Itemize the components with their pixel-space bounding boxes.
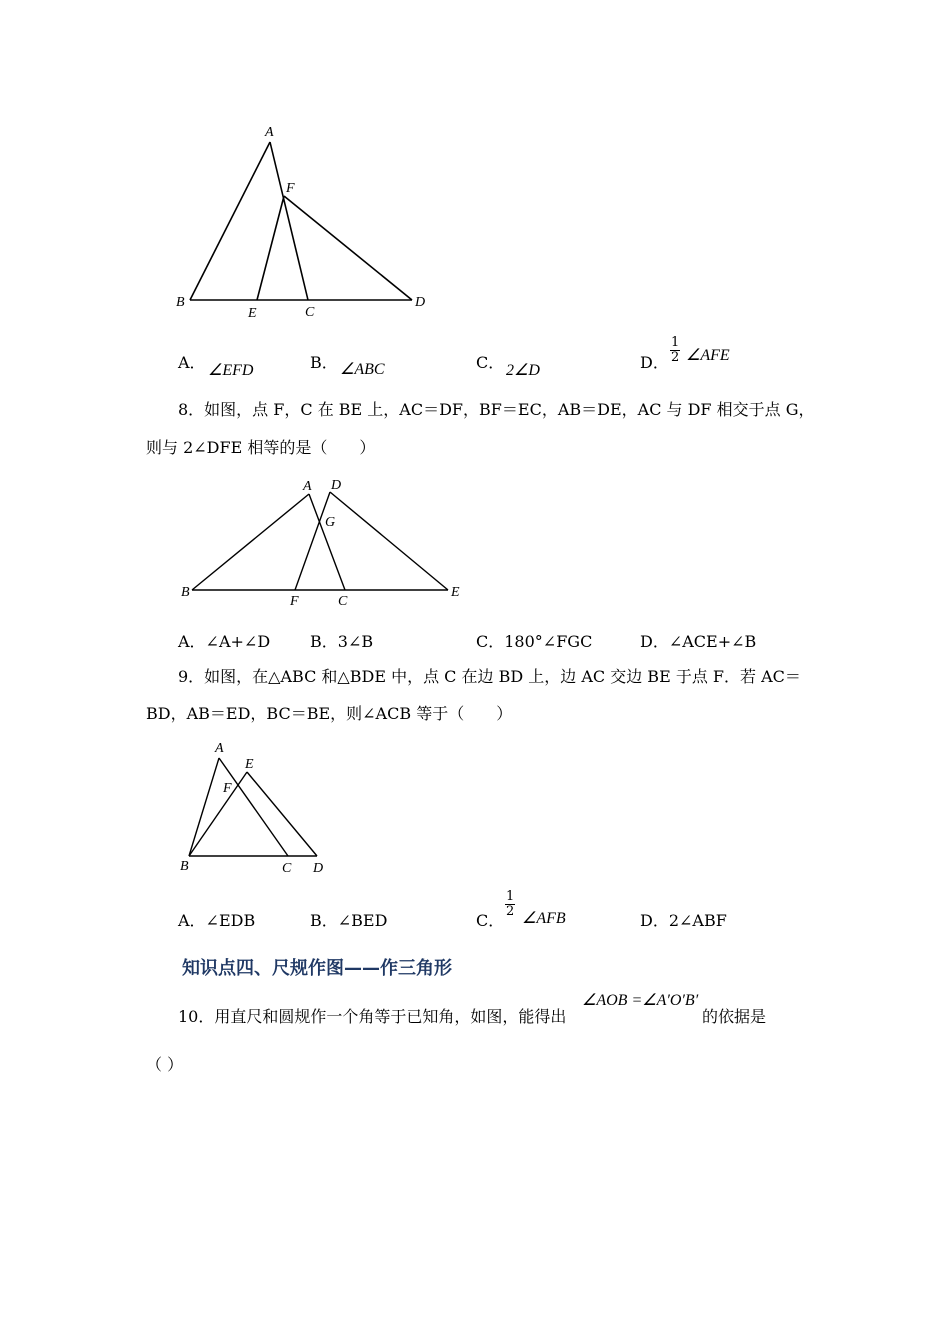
q10-text-suffix: 的依据是 bbox=[702, 1007, 767, 1026]
label-c: C bbox=[305, 305, 315, 320]
label-a: A bbox=[215, 741, 224, 756]
figure-triangle-abd bbox=[170, 120, 440, 325]
q9-option-a[interactable]: A．∠EDB bbox=[178, 911, 256, 930]
label-e: E bbox=[248, 306, 257, 321]
q7-option-c-text: 2∠D bbox=[506, 362, 540, 379]
figure-two-triangles-g bbox=[175, 472, 475, 612]
label-d: D bbox=[415, 295, 426, 310]
segment-ac bbox=[309, 494, 345, 590]
segment-ac bbox=[270, 142, 308, 300]
q10-text-prefix: 10．用直尺和圆规作一个角等于已知角，如图，能得出 bbox=[178, 1007, 567, 1026]
q8-option-a[interactable]: A．∠A+∠D bbox=[178, 632, 271, 651]
label-b: B bbox=[180, 859, 189, 874]
segment-ac bbox=[219, 758, 288, 856]
segment-df bbox=[295, 492, 330, 590]
q9-text-line1: 9．如图，在△ABC 和△BDE 中，点 C 在边 BD 上，边 AC 交边 BE 于点 F．若 AC＝ bbox=[178, 667, 801, 686]
label-f: F bbox=[290, 594, 299, 609]
label-d: D bbox=[331, 478, 342, 493]
q8-option-b[interactable]: B．3∠B bbox=[310, 632, 374, 651]
q7-option-d-fraction: $\frac{1}{2}$ bbox=[671, 335, 680, 365]
segment-ba bbox=[192, 494, 309, 590]
q7-option-a[interactable]: A． bbox=[178, 353, 206, 372]
q7-option-d[interactable]: D． bbox=[640, 353, 669, 372]
segment-be bbox=[189, 772, 247, 856]
q9-option-c-fraction: $\frac{1}{2}$ bbox=[506, 889, 515, 919]
q9-text-line2: BD，AB＝ED，BC＝BE，则∠ACB 等于（ ） bbox=[146, 704, 513, 723]
label-c: C bbox=[282, 861, 292, 876]
segment-ba bbox=[189, 758, 219, 856]
label-a: A bbox=[265, 125, 274, 140]
section-heading: 知识点四、尺规作图——作三角形 bbox=[182, 958, 452, 979]
q7-option-b-text: ∠ABC bbox=[340, 361, 385, 378]
q8-text-line1: 8．如图，点 F，C 在 BE 上，AC＝DF，BF＝EC，AB＝DE，AC 与 DF 相交于点 G， bbox=[178, 400, 815, 419]
label-b: B bbox=[176, 295, 185, 310]
label-f: F bbox=[223, 781, 232, 796]
q8-option-d[interactable]: D．∠ACE+∠B bbox=[640, 632, 757, 651]
label-a: A bbox=[303, 479, 312, 494]
label-e: E bbox=[245, 757, 254, 772]
q8-option-c[interactable]: C．180°∠FGC bbox=[476, 632, 593, 651]
q10-formula: ∠AOB =∠A′O′B′ bbox=[582, 992, 699, 1009]
label-c: C bbox=[338, 594, 348, 609]
label-b: B bbox=[181, 585, 190, 600]
q7-option-a-text: ∠EFD bbox=[208, 362, 254, 379]
q8-text-line2: 则与 2∠DFE 相等的是（ ） bbox=[146, 438, 376, 457]
segment-ab bbox=[190, 142, 270, 300]
q9-option-b[interactable]: B．∠BED bbox=[310, 911, 388, 930]
label-e: E bbox=[451, 585, 460, 600]
segment-ed bbox=[247, 772, 317, 856]
label-g: G bbox=[325, 515, 336, 530]
q10-text-line2: （ ） bbox=[146, 1055, 184, 1074]
label-f: F bbox=[286, 181, 295, 196]
q9-option-d[interactable]: D．2∠ABF bbox=[640, 911, 727, 930]
segment-de bbox=[330, 492, 448, 590]
segment-fe bbox=[257, 196, 284, 300]
figure-triangles-abc-bde bbox=[172, 736, 342, 881]
segment-fd bbox=[284, 196, 412, 300]
q9-option-c[interactable]: C． bbox=[476, 911, 505, 930]
q7-option-c[interactable]: C． bbox=[476, 353, 505, 372]
q9-option-c-text: ∠AFB bbox=[522, 910, 566, 927]
label-d: D bbox=[313, 861, 324, 876]
q7-option-d-text: ∠AFE bbox=[686, 347, 730, 364]
q7-option-b[interactable]: B． bbox=[310, 353, 338, 372]
